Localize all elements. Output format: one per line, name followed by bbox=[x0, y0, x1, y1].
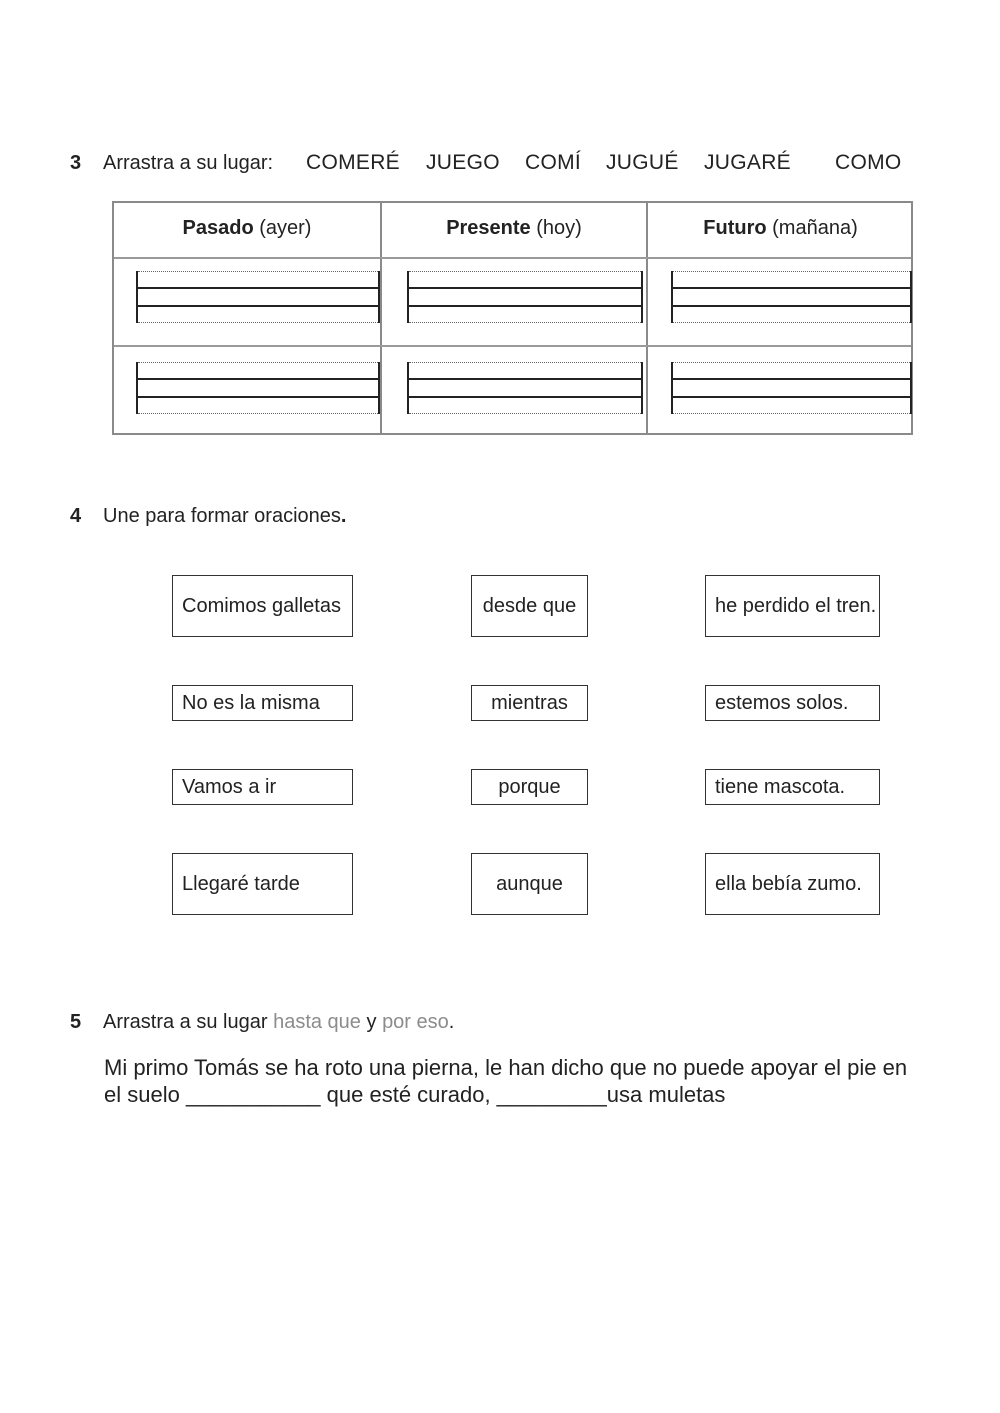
drop-zone-futuro-1[interactable] bbox=[671, 271, 912, 323]
match-left-4[interactable]: Llegaré tarde bbox=[172, 853, 353, 915]
column-header-futuro bbox=[648, 217, 913, 240]
draggable-word-comere[interactable]: COMERÉ bbox=[306, 151, 400, 174]
column-header-note: (ayer) bbox=[253, 217, 312, 239]
match-middle-4[interactable]: aunque bbox=[471, 853, 588, 915]
question-3-instruction: Arrastra a su lugar: bbox=[103, 152, 274, 174]
tense-table bbox=[112, 201, 913, 435]
draggable-word-jugue[interactable]: JUGUÉ bbox=[606, 151, 679, 174]
match-middle-2[interactable]: mientras bbox=[471, 685, 588, 721]
draggable-word-jugare[interactable]: JUGARÉ bbox=[704, 151, 791, 174]
table-row-divider bbox=[114, 345, 911, 347]
question-4-instruction-period: . bbox=[340, 505, 347, 527]
paragraph-text-3: usa muletas bbox=[606, 1082, 726, 1107]
column-header-bold: Futuro bbox=[703, 217, 767, 239]
question-5-connector: y bbox=[360, 1011, 383, 1033]
paragraph-text-2: que esté curado, bbox=[320, 1082, 497, 1107]
question-5-number: 5 bbox=[70, 1011, 82, 1033]
column-header-note: (hoy) bbox=[530, 217, 582, 239]
match-right-2[interactable]: estemos solos. bbox=[705, 685, 880, 721]
question-5-instruction-end: . bbox=[448, 1011, 455, 1033]
draggable-word-comi[interactable]: COMÍ bbox=[525, 151, 582, 174]
column-header-note: (mañana) bbox=[766, 217, 858, 239]
column-header-bold: Presente bbox=[446, 217, 531, 239]
match-left-3[interactable]: Vamos a ir bbox=[172, 769, 353, 805]
drop-zone-presente-1[interactable] bbox=[407, 271, 643, 323]
question-5-instruction-start: Arrastra a su lugar bbox=[103, 1011, 274, 1033]
match-left-1[interactable]: Comimos galletas bbox=[172, 575, 353, 637]
match-left-2[interactable]: No es la misma bbox=[172, 685, 353, 721]
column-header-pasado bbox=[114, 217, 380, 240]
question-3-number: 3 bbox=[70, 152, 82, 174]
question-4-number: 4 bbox=[70, 505, 82, 527]
match-middle-3[interactable]: porque bbox=[471, 769, 588, 805]
table-header-divider bbox=[114, 257, 911, 259]
drop-zone-pasado-1[interactable] bbox=[136, 271, 380, 323]
drop-zone-presente-2[interactable] bbox=[407, 362, 643, 414]
paragraph-text-1: Mi primo Tomás se ha roto una pierna, le han dicho que no puede apoyar el pie en el suelo bbox=[104, 1055, 908, 1107]
match-right-3[interactable]: tiene mascota. bbox=[705, 769, 880, 805]
question-5-paragraph bbox=[104, 1054, 924, 1108]
draggable-word-como[interactable]: COMO bbox=[835, 151, 902, 174]
blank-2[interactable]: _________ bbox=[496, 1082, 607, 1107]
blank-1[interactable]: ___________ bbox=[185, 1082, 321, 1107]
column-header-bold: Pasado bbox=[182, 217, 254, 239]
draggable-option-por-eso[interactable]: por eso bbox=[382, 1011, 449, 1033]
question-5-instruction bbox=[103, 1011, 454, 1034]
column-header-presente bbox=[382, 217, 646, 240]
match-middle-1[interactable]: desde que bbox=[471, 575, 588, 637]
match-right-4[interactable]: ella bebía zumo. bbox=[705, 853, 880, 915]
question-4-instruction-text: Une para formar oraciones bbox=[103, 505, 341, 527]
drop-zone-pasado-2[interactable] bbox=[136, 362, 380, 414]
question-4-instruction bbox=[103, 505, 346, 528]
drop-zone-futuro-2[interactable] bbox=[671, 362, 912, 414]
draggable-word-juego[interactable]: JUEGO bbox=[426, 151, 500, 174]
draggable-option-hasta-que[interactable]: hasta que bbox=[273, 1011, 361, 1033]
match-right-1[interactable]: he perdido el tren. bbox=[705, 575, 880, 637]
